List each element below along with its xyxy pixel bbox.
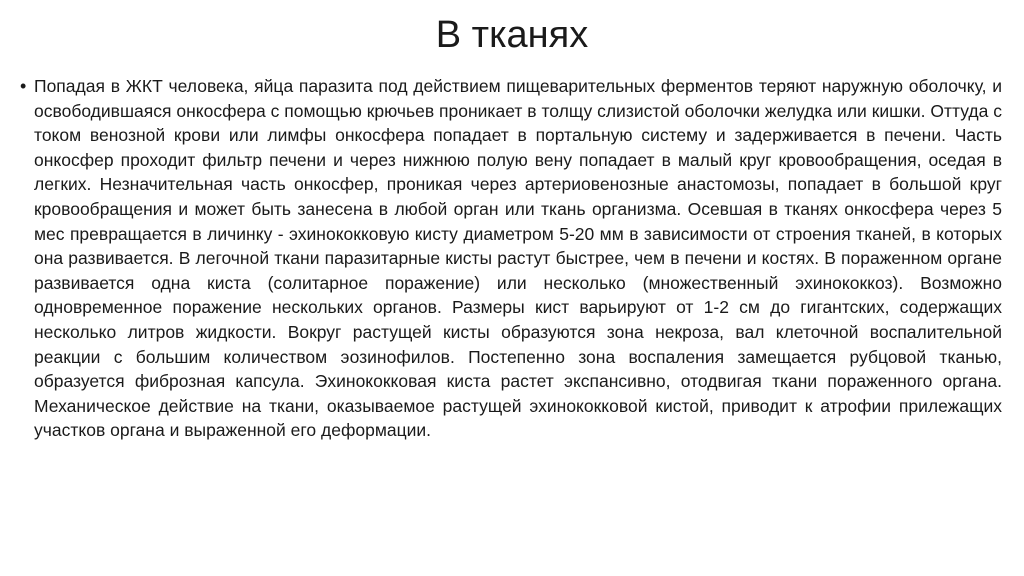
bullet-marker: • xyxy=(20,76,27,96)
bullet-text: Попадая в ЖКТ человека, яйца паразита под действием пищеварительных ферментов теряют наружную оболочку, и освободившаяся онкосфера с помощью крючьев проникает в толщу слизистой оболочки желудка или кишки. Оттуда с током венозной крови или лимфы онкосфера попадает в портальную систему и задерживается в печени. Часть онкосфер проходит фильтр печени и через нижнюю полую вену попадает в малый круг кровообращения, оседая в легких. Незначительная часть онкосфер, проникая через артериовенозные анастомозы, попадает в большой круг кровообращения и может быть занесена в любой орган или ткань организма. Осевшая в тканях онкосфера через 5 мес превращается в личинку - эхинококковую кисту диаметром 5-20 мм в зависимости от строения тканей, в которых она развивается. В легочной ткани паразитарные кисты растут быстрее, чем в печени и костях. В пораженном органе развивается одна киста (солитарное поражение) или несколько (множественный эхинококкоз). Возможно одновременное поражение нескольких органов. Размеры кист варьируют от 1-2 см до гигантских, содержащих несколько литров жидкости. Вокруг растущей кисты образуются зона некроза, вал клеточной воспалительной реакции с большим количеством эозинофилов. Постепенно зона воспаления замещается рубцовой тканью, образуется фиброзная капсула. Эхинококковая киста растет экспансивно, отодвигая ткани пораженного органа. Механическое действие на ткани, оказываемое растущей эхинококковой кистой, приводит к атрофии прилежащих участков органа и выраженной его деформации. xyxy=(34,76,1002,441)
bullet-list xyxy=(20,74,1002,443)
slide-title: В тканях xyxy=(435,14,589,56)
bullet-item xyxy=(20,74,1002,443)
